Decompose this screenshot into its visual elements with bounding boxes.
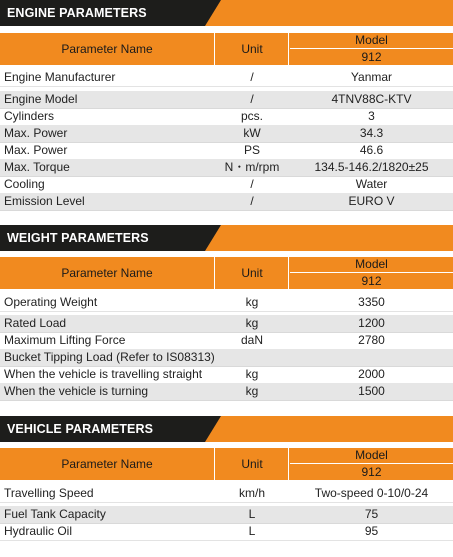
parameter-name: Max. Power	[4, 143, 68, 157]
parameter-value: EURO V	[348, 194, 395, 208]
header-model-number: 912	[361, 50, 382, 64]
parameter-unit: PS	[243, 143, 260, 157]
parameter-name: Fuel Tank Capacity	[4, 507, 106, 521]
parameter-unit: /	[250, 70, 254, 84]
header-model: Model	[355, 257, 388, 271]
header-unit: Unit	[241, 266, 263, 280]
parameter-unit: kg	[245, 295, 259, 309]
parameter-name: Max. Power	[4, 126, 68, 140]
parameter-name: Max. Torque	[4, 160, 70, 174]
table-header	[0, 33, 453, 65]
table-row	[0, 69, 453, 87]
parameter-name: Cooling	[4, 177, 45, 191]
section-title: ENGINE PARAMETERS	[7, 6, 147, 20]
table-row	[0, 349, 453, 367]
header-model: Model	[355, 33, 388, 47]
table-header	[0, 257, 453, 289]
table-row	[0, 315, 453, 333]
parameter-value: 3350	[358, 295, 385, 309]
parameter-unit: kW	[243, 126, 261, 140]
table-row	[0, 332, 453, 350]
table-row	[0, 142, 453, 160]
parameter-value: 134.5-146.2/1820±25	[314, 160, 429, 174]
parameter-value: 3	[368, 109, 375, 123]
header-parameter-name: Parameter Name	[61, 266, 153, 280]
table-row	[0, 294, 453, 312]
parameter-value: 1200	[358, 316, 385, 330]
header-divider	[214, 448, 215, 480]
parameter-value: 2000	[358, 367, 385, 381]
header-parameter-name: Parameter Name	[61, 457, 153, 471]
header-divider	[288, 257, 289, 289]
header-divider	[288, 448, 289, 480]
parameter-unit: /	[250, 194, 254, 208]
header-parameter-name: Parameter Name	[61, 42, 153, 56]
parameter-name: Hydraulic Oil	[4, 524, 73, 538]
parameter-name: Operating Weight	[4, 295, 98, 309]
table-row	[0, 159, 453, 177]
header-model-number: 912	[361, 274, 382, 288]
header-model: Model	[355, 448, 388, 462]
header-unit: Unit	[241, 457, 263, 471]
parameter-name: Emission Level	[4, 194, 85, 208]
table-row	[0, 485, 453, 503]
table-row	[0, 383, 453, 401]
parameter-value: Two-speed 0-10/0-24	[314, 486, 429, 500]
parameter-unit: daN	[240, 333, 263, 347]
parameter-unit: L	[248, 524, 256, 538]
parameter-value: 46.6	[359, 143, 384, 157]
parameter-unit: kg	[245, 384, 259, 398]
table-row	[0, 506, 453, 524]
parameter-value: 34.3	[359, 126, 384, 140]
table-row	[0, 366, 453, 384]
table-row	[0, 523, 453, 541]
parameter-value: Water	[355, 177, 388, 191]
table-row	[0, 176, 453, 194]
parameter-value: 4TNV88C-KTV	[331, 92, 412, 106]
banner-orange-block	[205, 416, 453, 442]
parameter-unit: kg	[245, 367, 259, 381]
parameter-name: Engine Manufacturer	[4, 70, 116, 84]
section-title: VEHICLE PARAMETERS	[7, 422, 154, 436]
table-row	[0, 91, 453, 109]
table-header	[0, 448, 453, 480]
header-unit: Unit	[241, 42, 263, 56]
parameter-unit: kg	[245, 316, 259, 330]
header-divider	[288, 33, 289, 65]
parameter-value: 1500	[358, 384, 385, 398]
parameter-name: Maximum Lifting Force	[4, 333, 126, 347]
header-divider	[214, 33, 215, 65]
parameter-value: 75	[364, 507, 379, 521]
header-model-number: 912	[361, 465, 382, 479]
parameter-name: Rated Load	[4, 316, 67, 330]
section-banner	[0, 225, 453, 251]
table-row	[0, 125, 453, 143]
parameter-name: Travelling Speed	[4, 486, 94, 500]
parameter-unit: km/h	[238, 486, 265, 500]
parameter-unit: /	[250, 177, 254, 191]
parameter-unit: N・m/rpm	[224, 160, 280, 174]
section-banner	[0, 416, 453, 442]
banner-orange-block	[205, 225, 453, 251]
parameter-name: Engine Model	[4, 92, 78, 106]
parameter-unit: L	[248, 507, 256, 521]
parameter-value: 95	[364, 524, 379, 538]
parameter-unit: /	[250, 92, 254, 106]
parameter-unit: pcs.	[240, 109, 263, 123]
parameter-name: Cylinders	[4, 109, 55, 123]
table-row	[0, 193, 453, 211]
parameter-name: When the vehicle is travelling straight	[4, 367, 203, 381]
parameter-value: 2780	[358, 333, 385, 347]
section-title: WEIGHT PARAMETERS	[7, 231, 149, 245]
parameter-value: Yanmar	[350, 70, 393, 84]
banner-orange-block	[205, 0, 453, 26]
section-banner	[0, 0, 453, 26]
parameter-name: When the vehicle is turning	[4, 384, 149, 398]
header-divider	[214, 257, 215, 289]
table-row	[0, 108, 453, 126]
parameter-name: Bucket Tipping Load (Refer to IS08313)	[4, 350, 215, 364]
